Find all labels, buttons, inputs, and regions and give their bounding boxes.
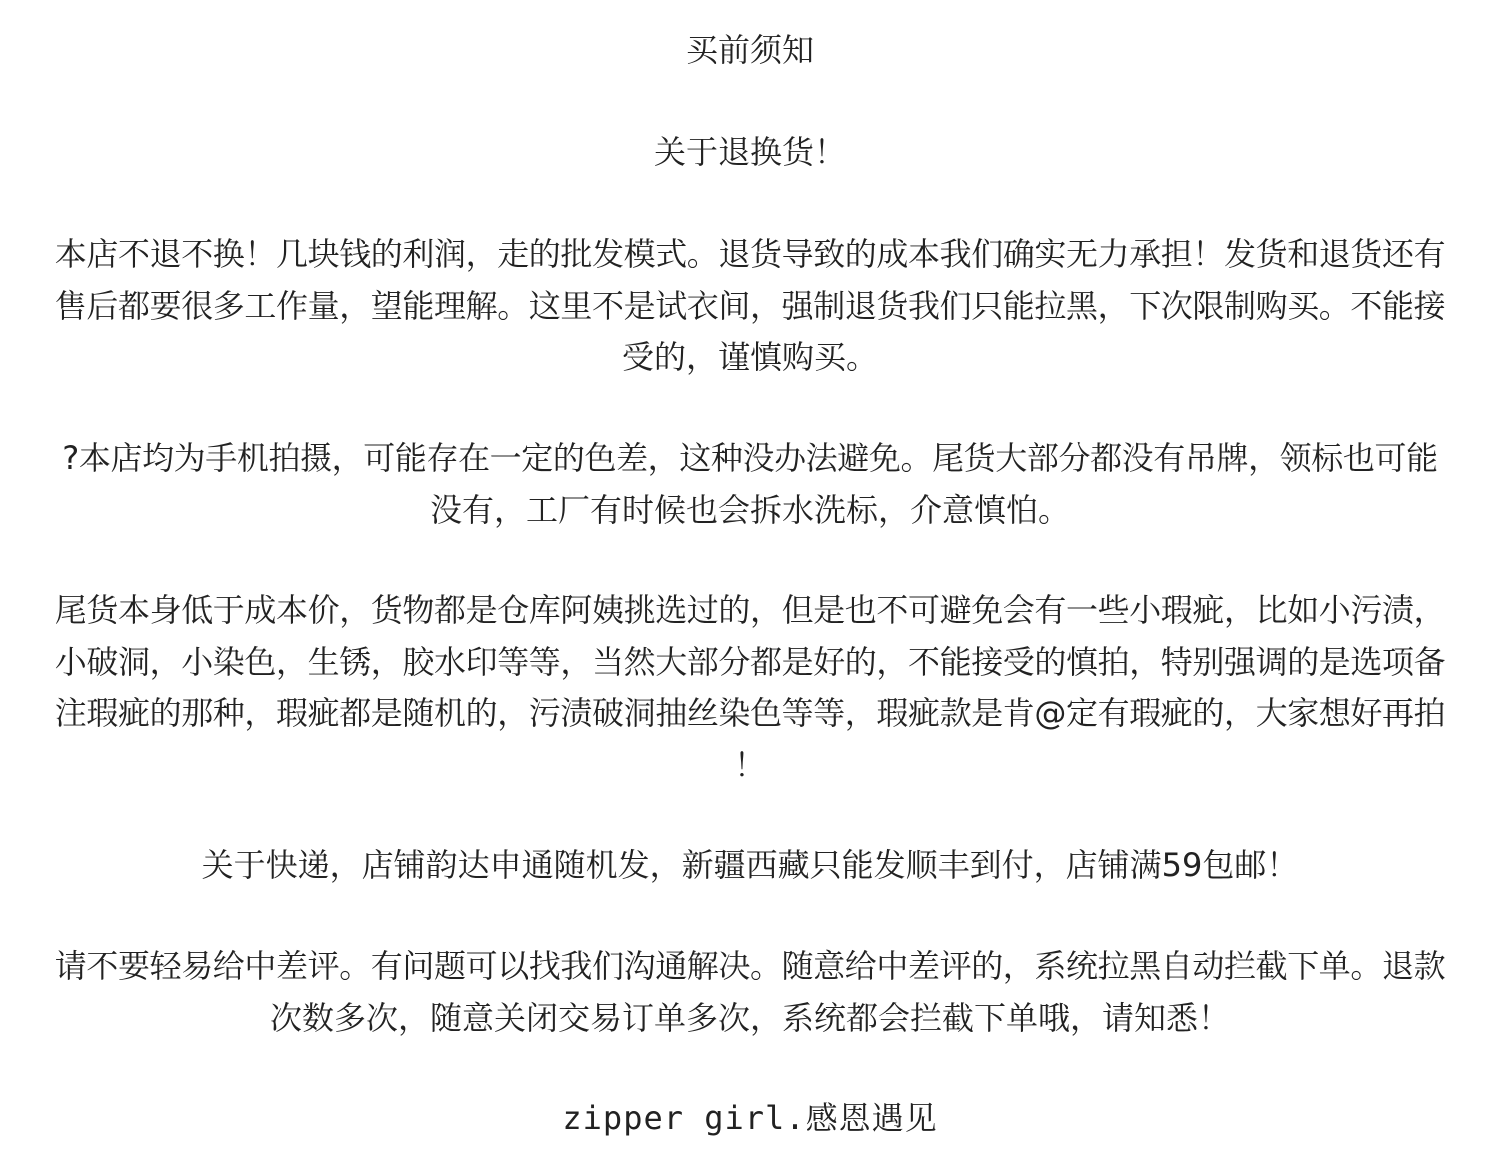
notice-title: 买前须知 (685, 31, 814, 69)
store-signature: zipper girl.感恩遇见 (562, 1099, 938, 1137)
defect-note-paragraph-line-3: 注瑕疵的那种，瑕疵都是随机的，污渍破洞抽丝染色等等，瑕疵款是肯@定有瑕疵的，大家想好再拍 (54, 694, 1446, 732)
shipping-policy-line: 关于快递，店铺韵达申通随机发，新疆西藏只能发顺丰到付，店铺满59包邮！ (201, 846, 1299, 884)
defect-note-paragraph-line-2: 小破洞，小染色，生锈，胶水印等等，当然大部分都是好的，不能接受的慎拍，特别强调的是选项备 (54, 643, 1446, 681)
review-policy-paragraph-line-1: 请不要轻易给中差评。有问题可以找我们沟通解决。随意给中差评的，系统拉黑自动拦截下单。退款 (54, 947, 1446, 985)
return-policy-heading: 关于退换货！ (653, 133, 846, 171)
defect-note-paragraph-line-1: 尾货本身低于成本价，货物都是仓库阿姨挑选过的，但是也不可避免会有一些小瑕疵，比如小污渍， (54, 591, 1446, 629)
review-policy-paragraph-line-2: 次数多次，随意关闭交易订单多次，系统都会拦截下单哦，请知悉！ (269, 999, 1230, 1037)
photo-note-paragraph-line-2: 没有，工厂有时候也会拆水洗标，介意慎怕。 (429, 491, 1070, 529)
no-return-paragraph-line-1: 本店不退不换！几块钱的利润，走的批发模式。退货导致的成本我们确实无力承担！发货和退货还有 (54, 235, 1446, 273)
defect-note-paragraph-line-4: ！ (733, 746, 766, 784)
no-return-paragraph-line-3: 受的，谨慎购买。 (621, 338, 878, 376)
no-return-paragraph-line-2: 售后都要很多工作量，望能理解。这里不是试衣间，强制退货我们只能拉黑，下次限制购买。不能接 (54, 287, 1446, 325)
photo-note-paragraph-line-1: ?本店均为手机拍摄，可能存在一定的色差，这种没办法避免。尾货大部分都没有吊牌，领标也可能 (62, 439, 1438, 477)
